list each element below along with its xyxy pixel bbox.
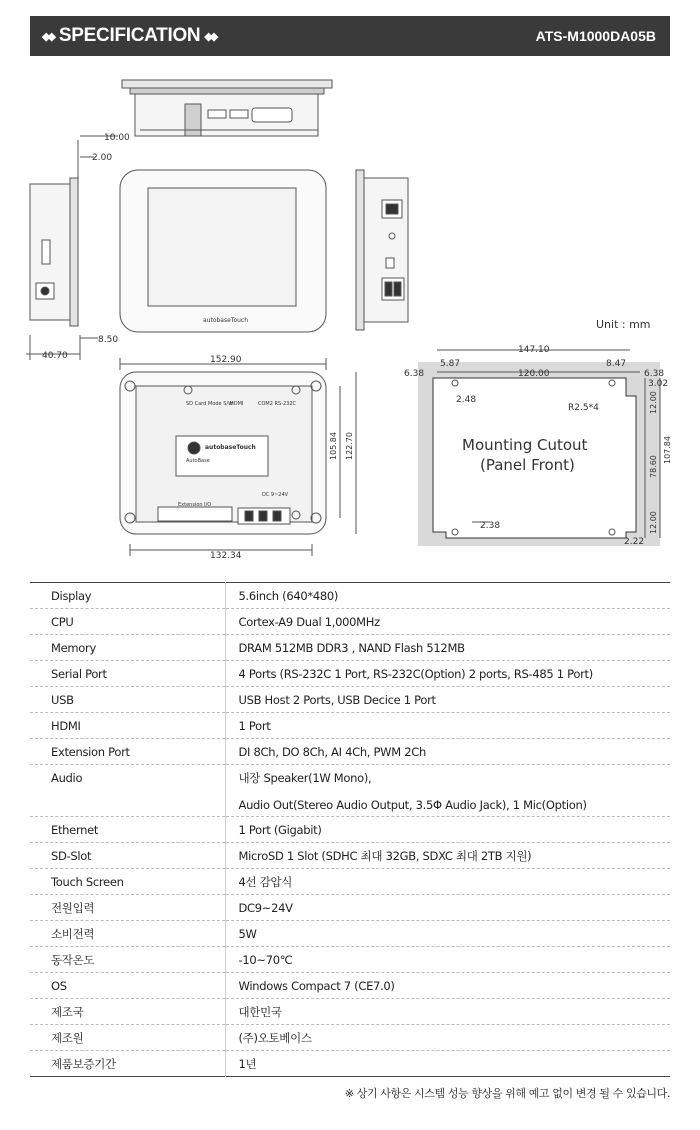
spec-value: Cortex-A9 Dual 1,000MHz — [225, 609, 670, 635]
spec-row-usb — [30, 687, 670, 713]
spec-value: 1년 — [238, 1056, 257, 1071]
right-side-view — [356, 170, 408, 330]
rear-com2-label: COM2 RS-232C — [258, 401, 296, 407]
diamond-icon: ◆◆ — [204, 30, 216, 43]
spec-value: MicroSD 1 Slot (SDHC 최대 32GB, SDXC 최대 2TB 지원) — [225, 843, 670, 869]
top-view — [122, 80, 332, 136]
front-brand-label: autobaseTouch — [203, 317, 249, 324]
spec-row-hdmi — [30, 713, 670, 739]
cut-dim-12-bot: 12.00 — [649, 511, 658, 534]
technical-drawing — [0, 60, 700, 570]
mounting-cutout — [418, 362, 660, 546]
spec-label: Display — [30, 583, 225, 609]
spec-row-country — [30, 999, 670, 1025]
rear-sdcard-label: SD Card — [186, 401, 207, 407]
spec-label: 전원입력 — [30, 895, 225, 921]
spec-row-serial — [30, 661, 670, 687]
spec-row-touch — [30, 869, 670, 895]
drawing-svg — [0, 60, 700, 570]
spec-value: DRAM 512MB DDR3 , NAND Flash 512MB — [225, 635, 670, 661]
rear-extio-label: Extension I/O — [178, 502, 212, 508]
spec-value: Windows Compact 7 (CE7.0) — [225, 973, 670, 999]
cut-dim-2-22: 2.22 — [624, 537, 645, 547]
front-view — [120, 170, 326, 332]
rear-view — [120, 372, 326, 534]
spec-label: Ethernet — [30, 817, 225, 843]
cutout-title: Mounting Cutout — [462, 436, 588, 454]
spec-table — [30, 582, 670, 1077]
spec-value: 5.6inch (640*480) — [225, 583, 670, 609]
spec-row-ethernet — [30, 817, 670, 843]
cut-dim-3-02: 3.02 — [648, 379, 669, 389]
rear-maker-label: AutoBase — [186, 458, 210, 464]
spec-label: USB — [30, 687, 225, 713]
cut-dim-6-38-l: 6.38 — [404, 369, 425, 379]
cut-dim-147-1: 147.10 — [518, 345, 550, 355]
model-number: ATS-M1000DA05B — [535, 28, 656, 44]
dim-40-7: 40.70 — [42, 351, 68, 361]
spec-title — [40, 25, 215, 47]
spec-value — [225, 765, 670, 817]
cut-dim-2-48: 2.48 — [456, 395, 477, 405]
spec-row-os — [30, 973, 670, 999]
spec-label: SD-Slot — [30, 843, 225, 869]
dim-2: 2.00 — [92, 153, 113, 163]
spec-label: 제품보증기간 — [30, 1051, 225, 1077]
spec-value-line1: 내장 Speaker(1W Mono), — [238, 770, 372, 785]
cut-dim-120: 120.00 — [518, 369, 550, 379]
spec-label: 동작온도 — [30, 947, 225, 973]
dim-8-5: 8.50 — [98, 335, 119, 345]
dim-152-9: 152.90 — [210, 355, 242, 365]
spec-value: DI 8Ch, DO 8Ch, AI 4Ch, PWM 2Ch — [225, 739, 670, 765]
spec-value: 대한민국 — [225, 999, 670, 1025]
cut-dim-12-top: 12.00 — [649, 391, 658, 414]
spec-row-cpu — [30, 609, 670, 635]
spec-label: 소비전력 — [30, 921, 225, 947]
dim-122-7: 122.70 — [345, 432, 354, 460]
spec-value: 4 Ports (RS-232C 1 Port, RS-232C(Option) 2 ports, RS-485 1 Port) — [225, 661, 670, 687]
footnote: ※ 상기 사항은 시스템 성능 향상을 위해 예고 없이 변경 될 수 있습니다. — [344, 1087, 670, 1100]
left-side-view — [30, 178, 78, 326]
cut-dim-5-87: 5.87 — [440, 359, 461, 369]
cutout-subtitle: (Panel Front) — [480, 456, 575, 474]
cut-dim-8-47: 8.47 — [606, 359, 627, 369]
spec-value: -10~70℃ — [225, 947, 670, 973]
spec-row-sdslot — [30, 843, 670, 869]
spec-value: (주)오토베이스 — [225, 1025, 670, 1051]
spec-row-extension — [30, 739, 670, 765]
spec-row-display — [30, 583, 670, 609]
rear-dcin-label: DC 9~24V — [262, 492, 289, 498]
spec-value: 5W — [225, 921, 670, 947]
spec-value: USB Host 2 Ports, USB Decice 1 Port — [225, 687, 670, 713]
spec-title-text: SPECIFICATION — [58, 25, 201, 46]
spec-value: 1 Port (Gigabit) — [225, 817, 670, 843]
spec-value: 4선 감압식 — [225, 869, 670, 895]
rear-brand-label: autobaseTouch — [205, 444, 256, 451]
cut-dim-radius: R2.5*4 — [568, 403, 599, 413]
rear-hdmi-label: HDMI — [230, 401, 244, 407]
cut-dim-2-38: 2.38 — [480, 521, 501, 531]
spec-value: DC9~24V — [225, 895, 670, 921]
unit-label: Unit : mm — [596, 318, 651, 331]
cut-dim-78-6: 78.60 — [649, 455, 658, 478]
spec-row-audio — [30, 765, 670, 817]
dim-105-84: 105.84 — [329, 432, 338, 460]
diamond-icon: ◆◆ — [42, 30, 53, 43]
spec-label: Audio — [30, 765, 225, 817]
spec-label: 제조국 — [30, 999, 225, 1025]
spec-value-line2: Audio Out(Stereo Audio Output, 3.5Φ Audio Jack), 1 Mic(Option) — [238, 797, 587, 812]
spec-row-memory — [30, 635, 670, 661]
spec-label: Extension Port — [30, 739, 225, 765]
spec-row-warranty — [30, 1051, 670, 1077]
spec-label: Memory — [30, 635, 225, 661]
dim-132-34: 132.34 — [210, 551, 242, 561]
spec-label: Serial Port — [30, 661, 225, 687]
spec-row-temperature — [30, 947, 670, 973]
spec-label: OS — [30, 973, 225, 999]
spec-label: HDMI — [30, 713, 225, 739]
cut-dim-6-38-r: 6.38 — [644, 369, 665, 379]
spec-value: 1 Port — [225, 713, 670, 739]
spec-row-manufacturer — [30, 1025, 670, 1051]
rear-mode-label: Mode S/W — [208, 401, 234, 407]
spec-header — [30, 16, 670, 56]
spec-label: Touch Screen — [30, 869, 225, 895]
spec-row-power-input — [30, 895, 670, 921]
dim-10: 10.00 — [104, 133, 130, 143]
spec-label: CPU — [30, 609, 225, 635]
cut-dim-107-84: 107.84 — [663, 436, 672, 464]
spec-label: 제조원 — [30, 1025, 225, 1051]
spec-row-power-consumption — [30, 921, 670, 947]
